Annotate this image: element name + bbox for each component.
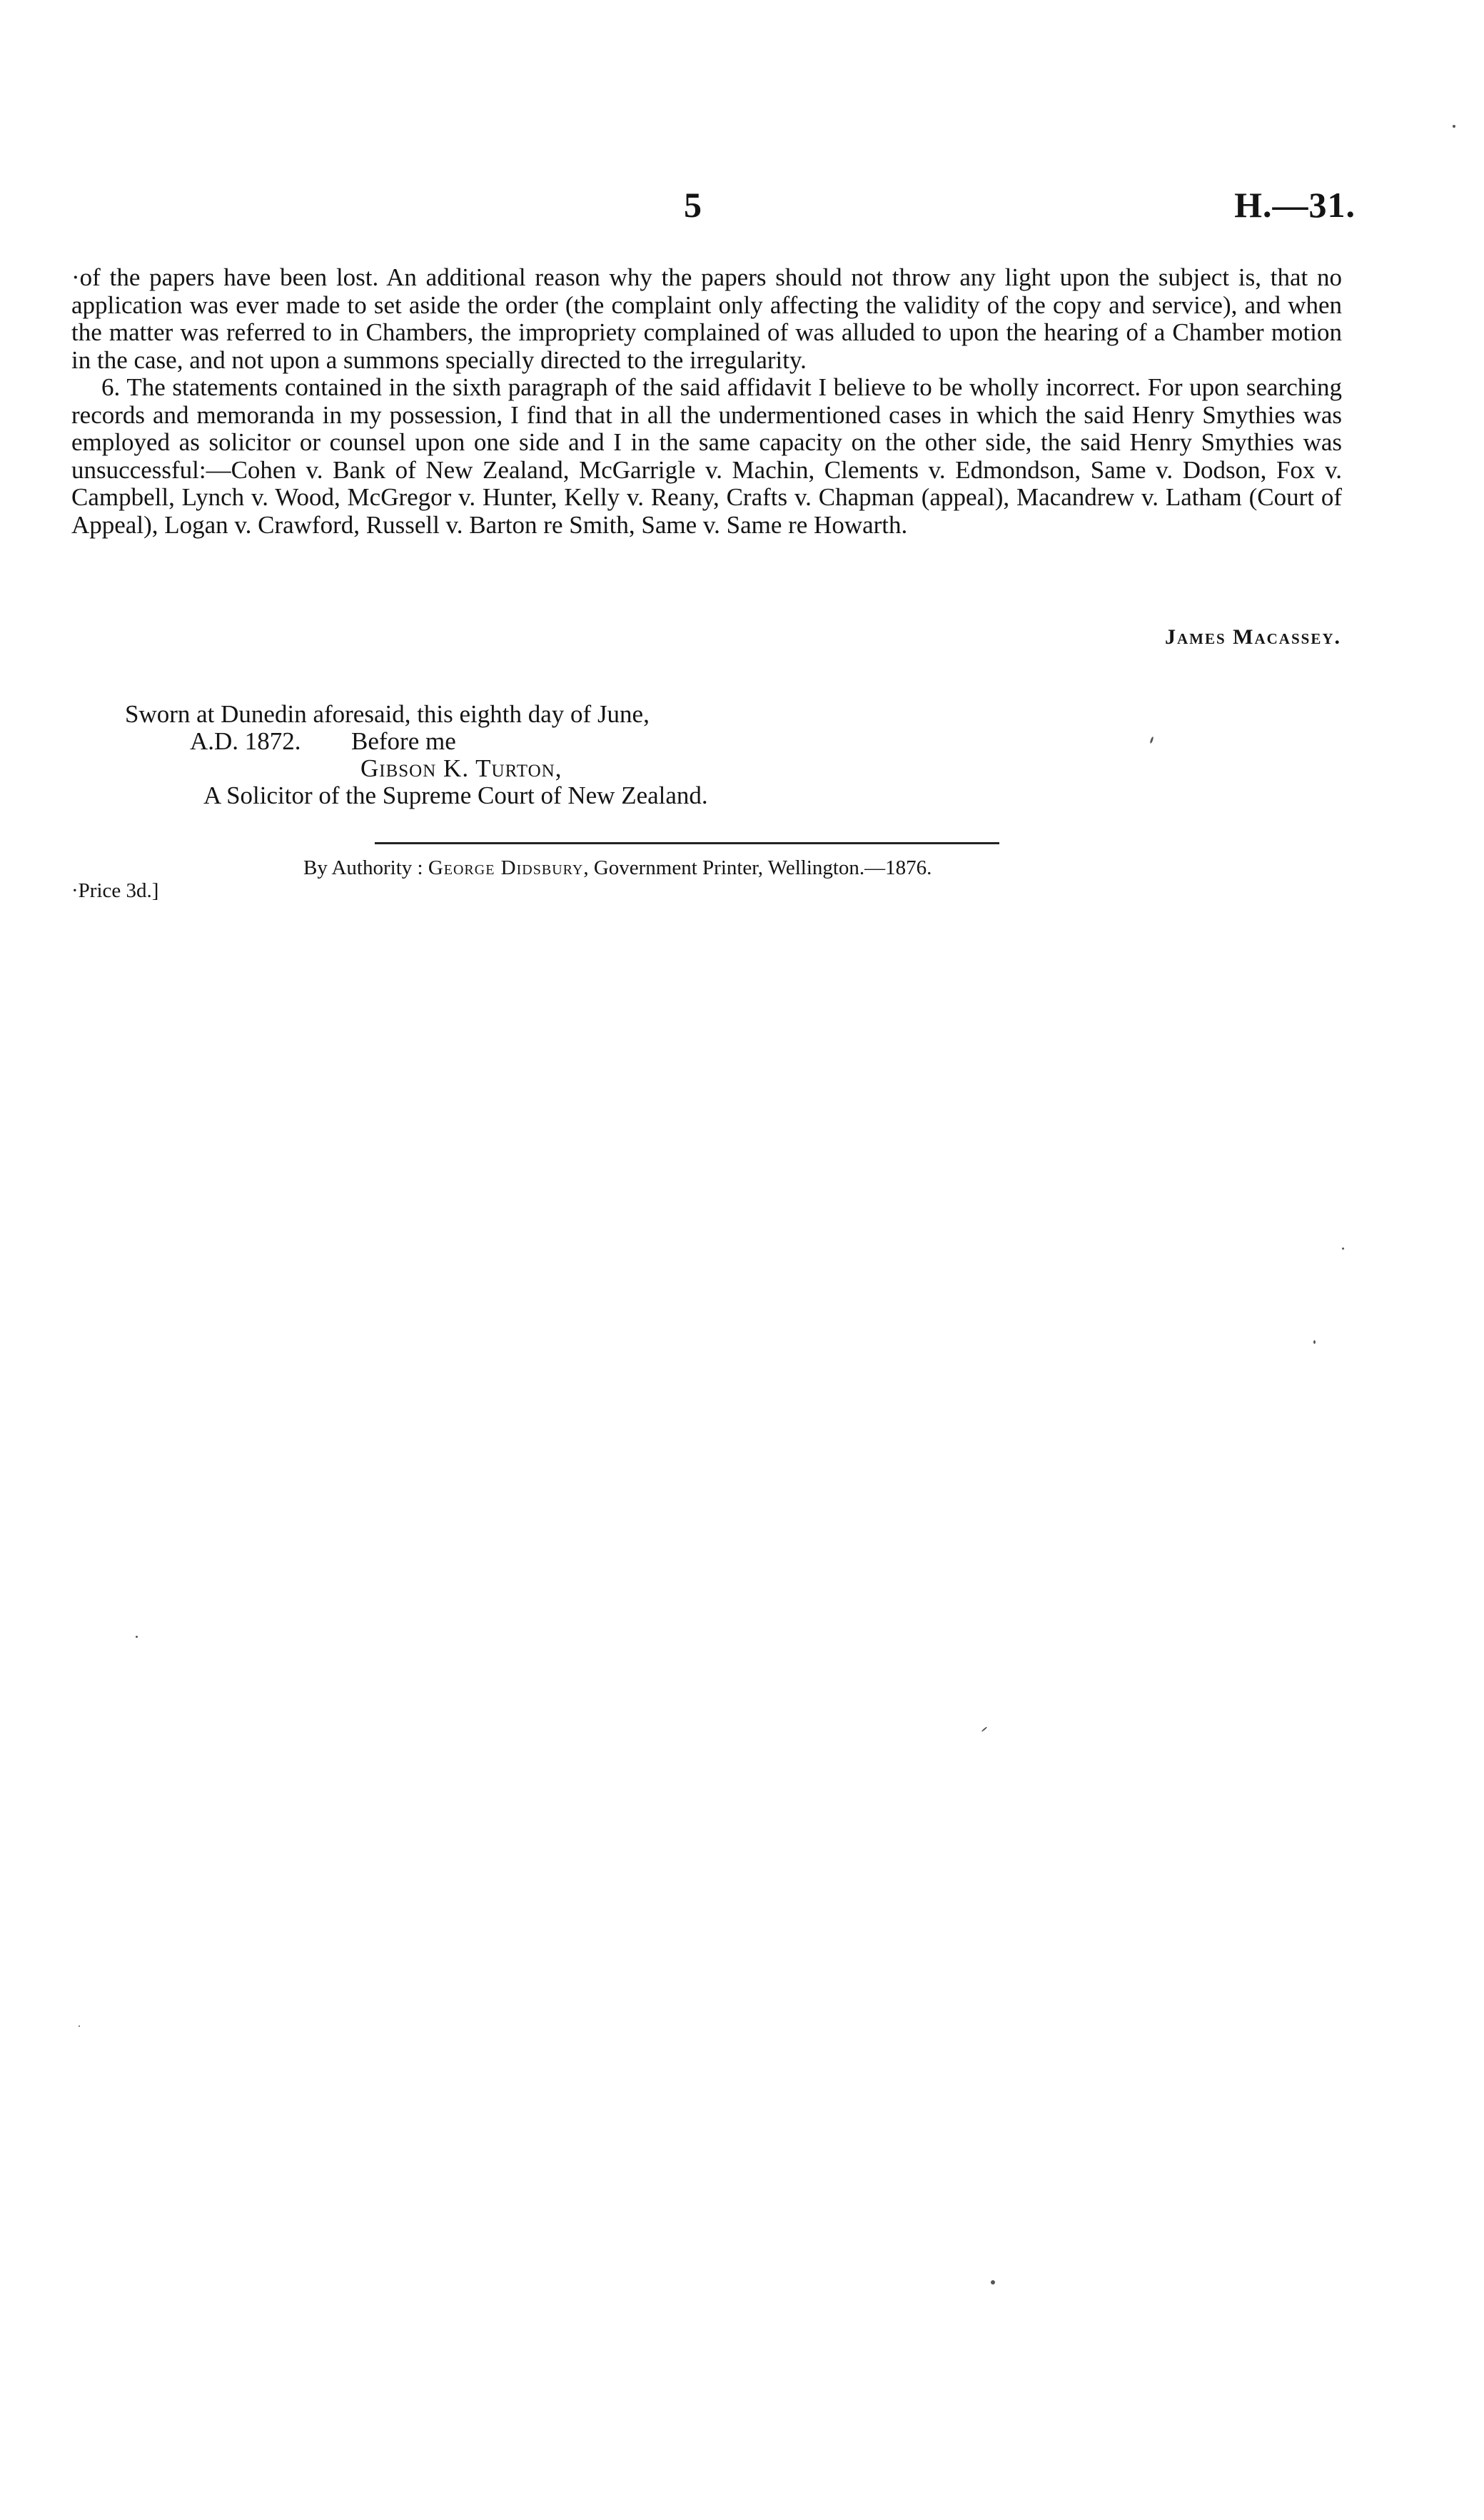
jurat-sworn-line: Sworn at Dunedin aforesaid, this eighth day of June, [125,700,650,728]
jurat-officer-name: Gibson K. Turton, [360,754,562,782]
jurat-officer-title: A Solicitor of the Supreme Court of New Zealand. [203,781,708,809]
scan-speck [79,2025,80,2027]
paragraph-six: 6. The statements contained in the sixth paragraph of the said affidavit I believe to be wholly incorrect. For upon searching records and memoranda in my possession, I find that in all the undermentioned cases in which the said Henry Smythies was employed as solicitor or counsel upon one side and I in the same capacity on the other side, the said Henry Smythies was unsuccessful:—Cohen v. Bank of New Zealand, McGarrigle v. Machin, Clements v. Edmondson, Same v. Dodson, Fox v. Campbell, Lynch v. Wood, McGregor v. Hunter, Kelly v. Reany, Crafts v. Chapman (appeal), Macandrew v. Latham (Court of Appeal), Logan v. Crawford, Russell v. Barton re Smith, Same v. Same re Howarth. [71,373,1342,539]
printer-imprint [303,856,932,880]
jurat-before-me: Before me [351,727,456,755]
scan-speck [1149,737,1154,744]
page-number: 5 [684,185,702,225]
paragraph-continuation: ·of the papers have been lost. An additional reason why the papers should not throw any light upon the subject is, that no application was ever made to set aside the order (the complaint only affecting the validity of the copy and service), and when the matter was referred to in Chambers, the impropriety complained of was alluded to upon the hearing of a Chamber motion in the case, and not upon a summons specially directed to the irregularity. [71,263,1342,374]
printer-name: George Didsbury [428,856,584,879]
jurat-date: A.D. 1872. [190,727,301,755]
affidavit-body [71,264,1342,539]
scan-speck [1453,125,1455,128]
document-reference: H.—31. [1234,185,1356,225]
scan-speck [1313,1340,1316,1344]
scan-speck [981,1726,988,1732]
imprint-prefix: By Authority : [303,856,423,879]
imprint-suffix: , Government Printer, Wellington.—1876. [583,856,932,879]
scan-speck [136,1636,138,1638]
deponent-signature: James Macassey. [1164,625,1341,649]
scan-speck [991,2280,995,2284]
footer-rule [375,842,999,844]
price-note: ·Price 3d.] [71,879,159,902]
scan-speck [1342,1248,1344,1250]
